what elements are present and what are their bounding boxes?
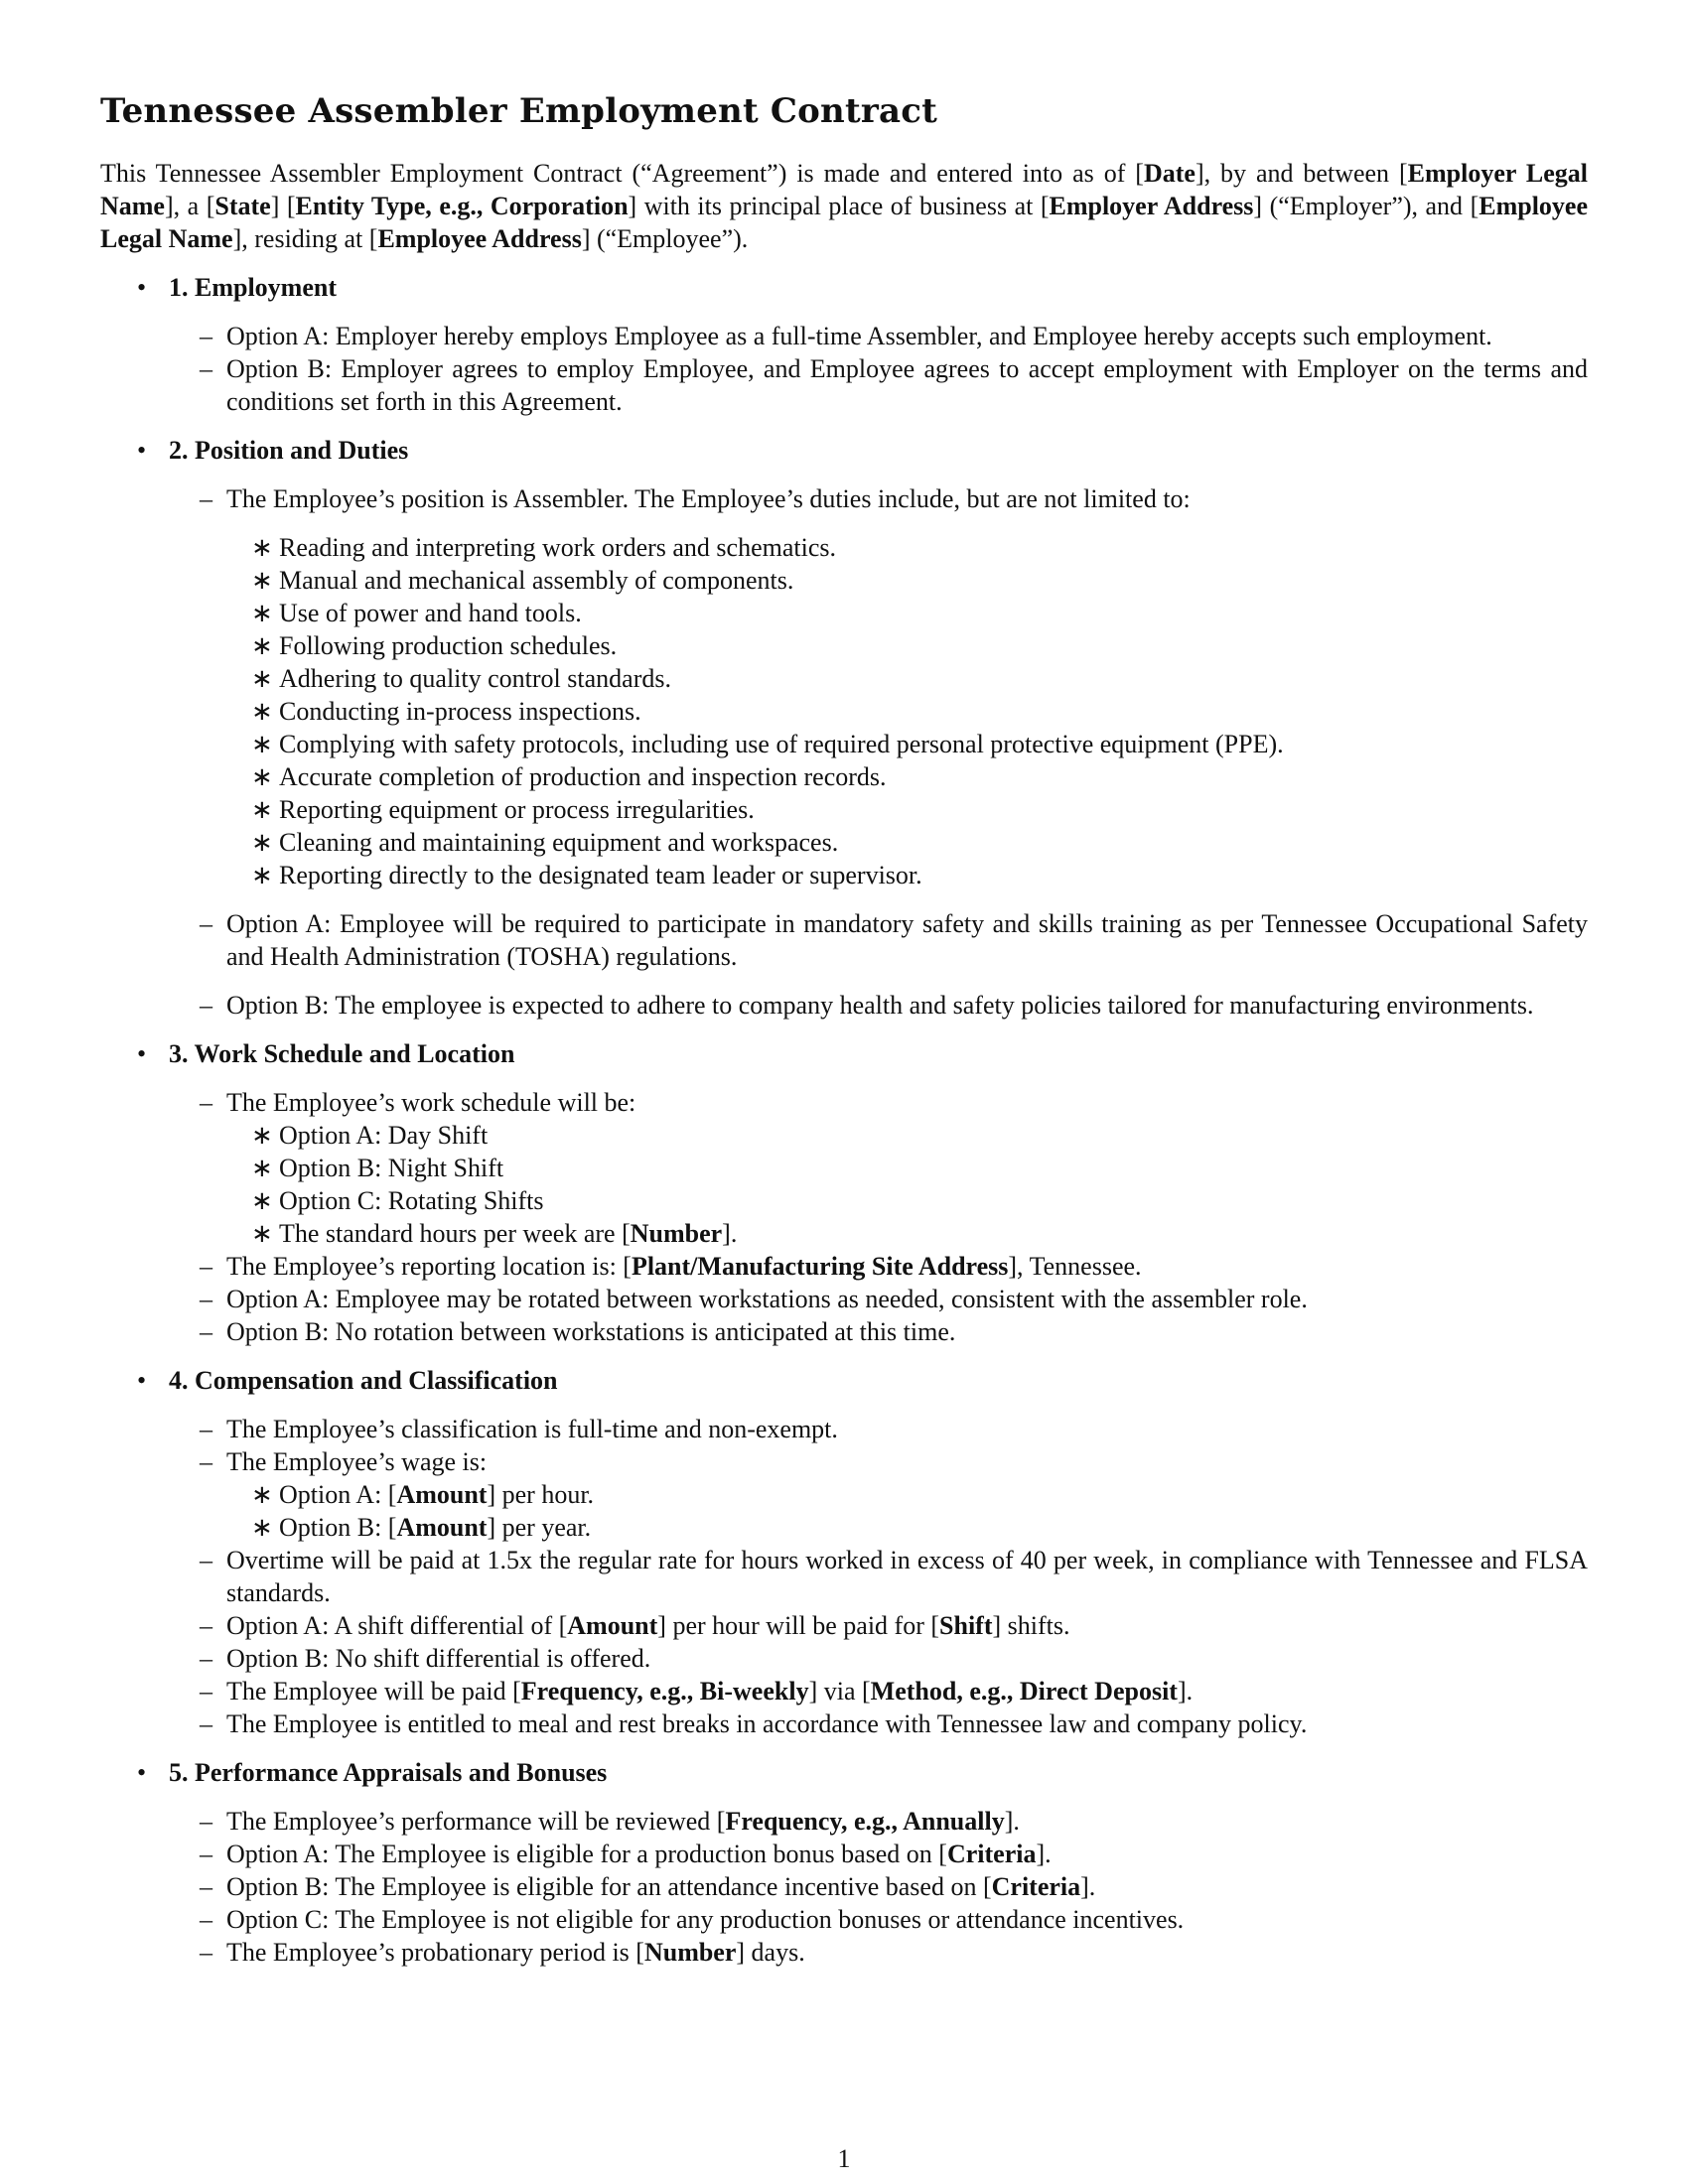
list-item: – The Employee’s reporting location is: [Plant/Manufacturing Site Address], Tennessee. — [200, 1252, 1142, 1281]
duty-item: ∗ Reporting directly to the designated team leader or supervisor. — [251, 861, 922, 889]
section-heading: • 1. Employment — [137, 273, 337, 302]
wage-option: ∗ Option A: [Amount] per hour. — [251, 1480, 595, 1509]
list-item: – The Employee is entitled to meal and rest breaks in accordance with Tennessee law and company policy. — [200, 1709, 1308, 1738]
section-heading: • 3. Work Schedule and Location — [137, 1039, 515, 1068]
duty-item: ∗ Conducting in-process inspections. — [251, 697, 641, 726]
placeholder-probation-days: Number — [643, 1938, 737, 1967]
list-item: – Option A: A shift differential of [Amount] per hour will be paid for [Shift] shifts. — [200, 1611, 1070, 1640]
section-heading: • 5. Performance Appraisals and Bonuses — [137, 1758, 608, 1787]
placeholder-pay-frequency: Frequency, e.g., Bi-weekly — [520, 1677, 809, 1706]
page-number: 1 — [837, 2144, 851, 2173]
bullet-marker: • — [137, 273, 147, 302]
bullet-marker: • — [137, 1758, 147, 1787]
placeholder-employer-address: Employer Address — [1049, 192, 1254, 220]
duty-item: ∗ Use of power and hand tools. — [251, 599, 582, 627]
section-compensation — [100, 1364, 1588, 1740]
placeholder-amount: Amount — [396, 1480, 488, 1509]
list-item: – Option B: No rotation between workstations is anticipated at this time. — [200, 1317, 956, 1346]
section-position-and-duties — [100, 434, 1588, 1022]
section-heading: • 2. Position and Duties — [137, 436, 409, 465]
list-item: – Option A: Employer hereby employs Employee as a full-time Assembler, and Employee hereby accepts such employment. — [200, 322, 1492, 350]
list-item: – Option B: The employee is expected to adhere to company health and safety policies tailored for manufacturing environments. — [200, 991, 1534, 1020]
placeholder-site-address: Plant/Manufacturing Site Address — [631, 1252, 1009, 1281]
list-item: – The Employee will be paid [Frequency, e.g., Bi-weekly] via [Method, e.g., Direct Deposit]. — [200, 1677, 1194, 1706]
placeholder-employer-legal-name: Employer Legal Name — [100, 159, 1588, 220]
duty-item: ∗ Accurate completion of production and inspection records. — [251, 762, 887, 791]
list-item: – The Employee’s wage is: — [200, 1447, 488, 1476]
bullet-marker: • — [137, 1366, 147, 1395]
duty-item: ∗ Complying with safety protocols, including use of required personal protective equipment (PPE). — [251, 730, 1284, 758]
placeholder-shift: Shift — [939, 1611, 993, 1640]
section-work-schedule — [100, 1037, 1588, 1348]
section-performance — [100, 1756, 1588, 1969]
list-item: – Option A: Employee may be rotated between workstations as needed, consistent with the assembler role. — [200, 1285, 1308, 1313]
duty-item: ∗ Following production schedules. — [251, 631, 618, 660]
schedule-option: ∗ Option C: Rotating Shifts — [251, 1186, 544, 1215]
list-item: – Option B: The Employee is eligible for an attendance incentive based on [Criteria]. — [200, 1872, 1096, 1901]
duty-item: ∗ Reporting equipment or process irregularities. — [251, 795, 755, 824]
placeholder-criteria: Criteria — [946, 1840, 1037, 1868]
duty-item: ∗ Reading and interpreting work orders and schematics. — [251, 533, 836, 562]
placeholder-review-frequency: Frequency, e.g., Annually — [725, 1807, 1005, 1836]
document-page — [100, 87, 1588, 1969]
placeholder-hours: Number — [630, 1219, 723, 1248]
list-item: – Option A: The Employee is eligible for a production bonus based on [Criteria]. — [200, 1840, 1052, 1868]
placeholder-amount: Amount — [567, 1611, 658, 1640]
list-item: – The Employee’s position is Assembler. The Employee’s duties include, but are not limited to: — [200, 484, 1191, 513]
wage-option: ∗ Option B: [Amount] per year. — [251, 1513, 592, 1542]
schedule-option: ∗ Option B: Night Shift — [251, 1154, 504, 1182]
list-item: – The Employee’s work schedule will be: — [200, 1088, 636, 1117]
placeholder-date: Date — [1143, 159, 1196, 188]
section-employment — [100, 271, 1588, 418]
hours-item: ∗ The standard hours per week are [Number]. — [251, 1219, 738, 1248]
list-item: – The Employee’s probationary period is [Number] days. — [200, 1938, 805, 1967]
list-item: – Option C: The Employee is not eligible for any production bonuses or attendance incentives. — [200, 1905, 1185, 1934]
duty-item: ∗ Cleaning and maintaining equipment and workspaces. — [251, 828, 839, 857]
list-item: – The Employee’s performance will be reviewed [Frequency, e.g., Annually]. — [200, 1807, 1020, 1836]
bullet-marker: • — [137, 1039, 147, 1068]
document-title: Tennessee Assembler Employment Contract — [100, 91, 938, 131]
list-item: – Option B: Employer agrees to employ Employee, and Employee agrees to accept employment with Employer on the terms and conditions set forth in this Agreement. — [200, 354, 1588, 416]
placeholder-pay-method: Method, e.g., Direct Deposit — [870, 1677, 1178, 1706]
list-item: – Overtime will be paid at 1.5x the regular rate for hours worked in excess of 40 per week, in compliance with Tennessee and FLSA standards. — [200, 1546, 1588, 1607]
placeholder-entity-type: Entity Type, e.g., Corporation — [295, 192, 629, 220]
duty-item: ∗ Adhering to quality control standards. — [251, 664, 671, 693]
preamble: This Tennessee Assembler Employment Contract (“Agreement”) is made and entered into as of [Date], by and between [Employer Legal Name], a [State] [Entity Type, e.g., Corporation] with its principal place of business at [Employer Address] (“Employer”), and [Employee Legal Name], residing at [Employee Address] (“Employee”). — [100, 159, 1588, 253]
placeholder-state: State — [214, 192, 271, 220]
list-item: – Option A: Employee will be required to participate in mandatory safety and skills training as per Tennessee Occupational Safety and Health Administration (TOSHA) regulations. — [200, 909, 1588, 971]
bullet-marker: • — [137, 436, 147, 465]
list-item: – Option B: No shift differential is offered. — [200, 1644, 651, 1673]
section-heading: • 4. Compensation and Classification — [137, 1366, 558, 1395]
list-item: – The Employee’s classification is full-time and non-exempt. — [200, 1415, 838, 1443]
placeholder-criteria: Criteria — [991, 1872, 1081, 1901]
placeholder-employee-address: Employee Address — [377, 224, 582, 253]
duty-item: ∗ Manual and mechanical assembly of components. — [251, 566, 794, 595]
placeholder-amount: Amount — [396, 1513, 488, 1542]
placeholder-employee-legal-name: Employee Legal Name — [100, 192, 1588, 253]
schedule-option: ∗ Option A: Day Shift — [251, 1121, 489, 1150]
